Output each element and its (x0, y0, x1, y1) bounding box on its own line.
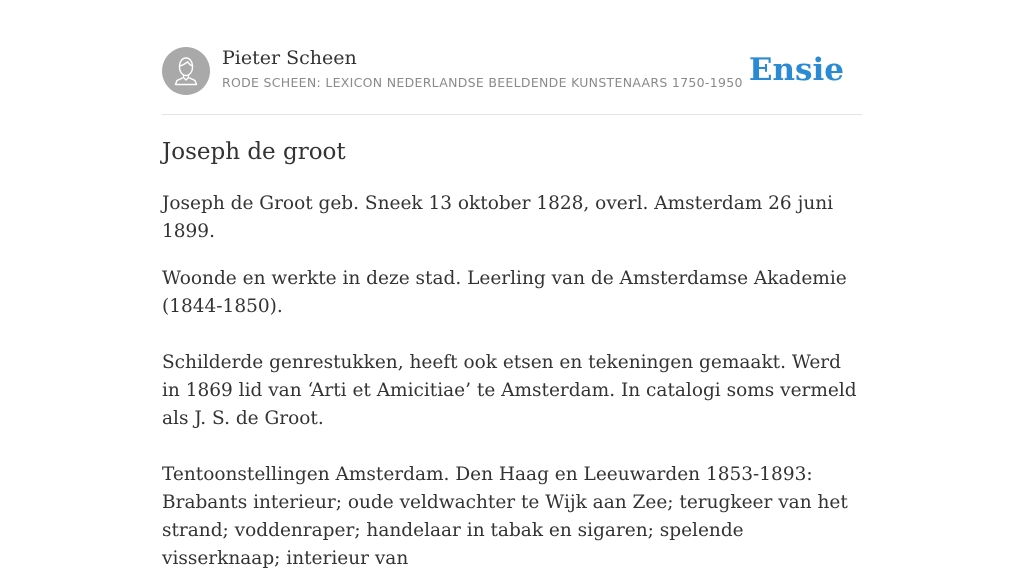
entry-header (162, 46, 862, 115)
source-label[interactable]: RODE SCHEEN: LEXICON NEDERLANDSE BEELDENDE KUNSTENAARS 1750-1950 (222, 75, 743, 90)
author-avatar[interactable] (162, 47, 210, 95)
author-name[interactable]: Pieter Scheen (222, 47, 357, 69)
article-paragraph: Joseph de Groot geb. Sneek 13 oktober 1828, overl. Amsterdam 26 juni 1899. (162, 193, 834, 242)
ensie-logo[interactable]: Ensie (748, 52, 844, 88)
article-body (162, 136, 862, 573)
article-title: Joseph de groot (162, 139, 346, 165)
article-paragraph: Woonde en werkte in deze stad. Leerling van de Amsterdamse Akademie (1844-1850). Schilderde genrestukken, heeft ook etsen en tekeningen gemaakt. Werd in 1869 lid van ‘Arti et Amicitiae’ te Amsterdam. In catalogi soms vermeld als J. S. de Groot. Tentoonstellingen Amsterdam. Den Haag en Leeuwarden 1853-1893: Brabants interieur; oude veldwachter te Wijk aan Zee; terugkeer van het strand; voddenraper; handelaar in tabak en sigaren; spelende visserknaap; interieur van (162, 268, 857, 569)
user-icon (162, 47, 210, 95)
